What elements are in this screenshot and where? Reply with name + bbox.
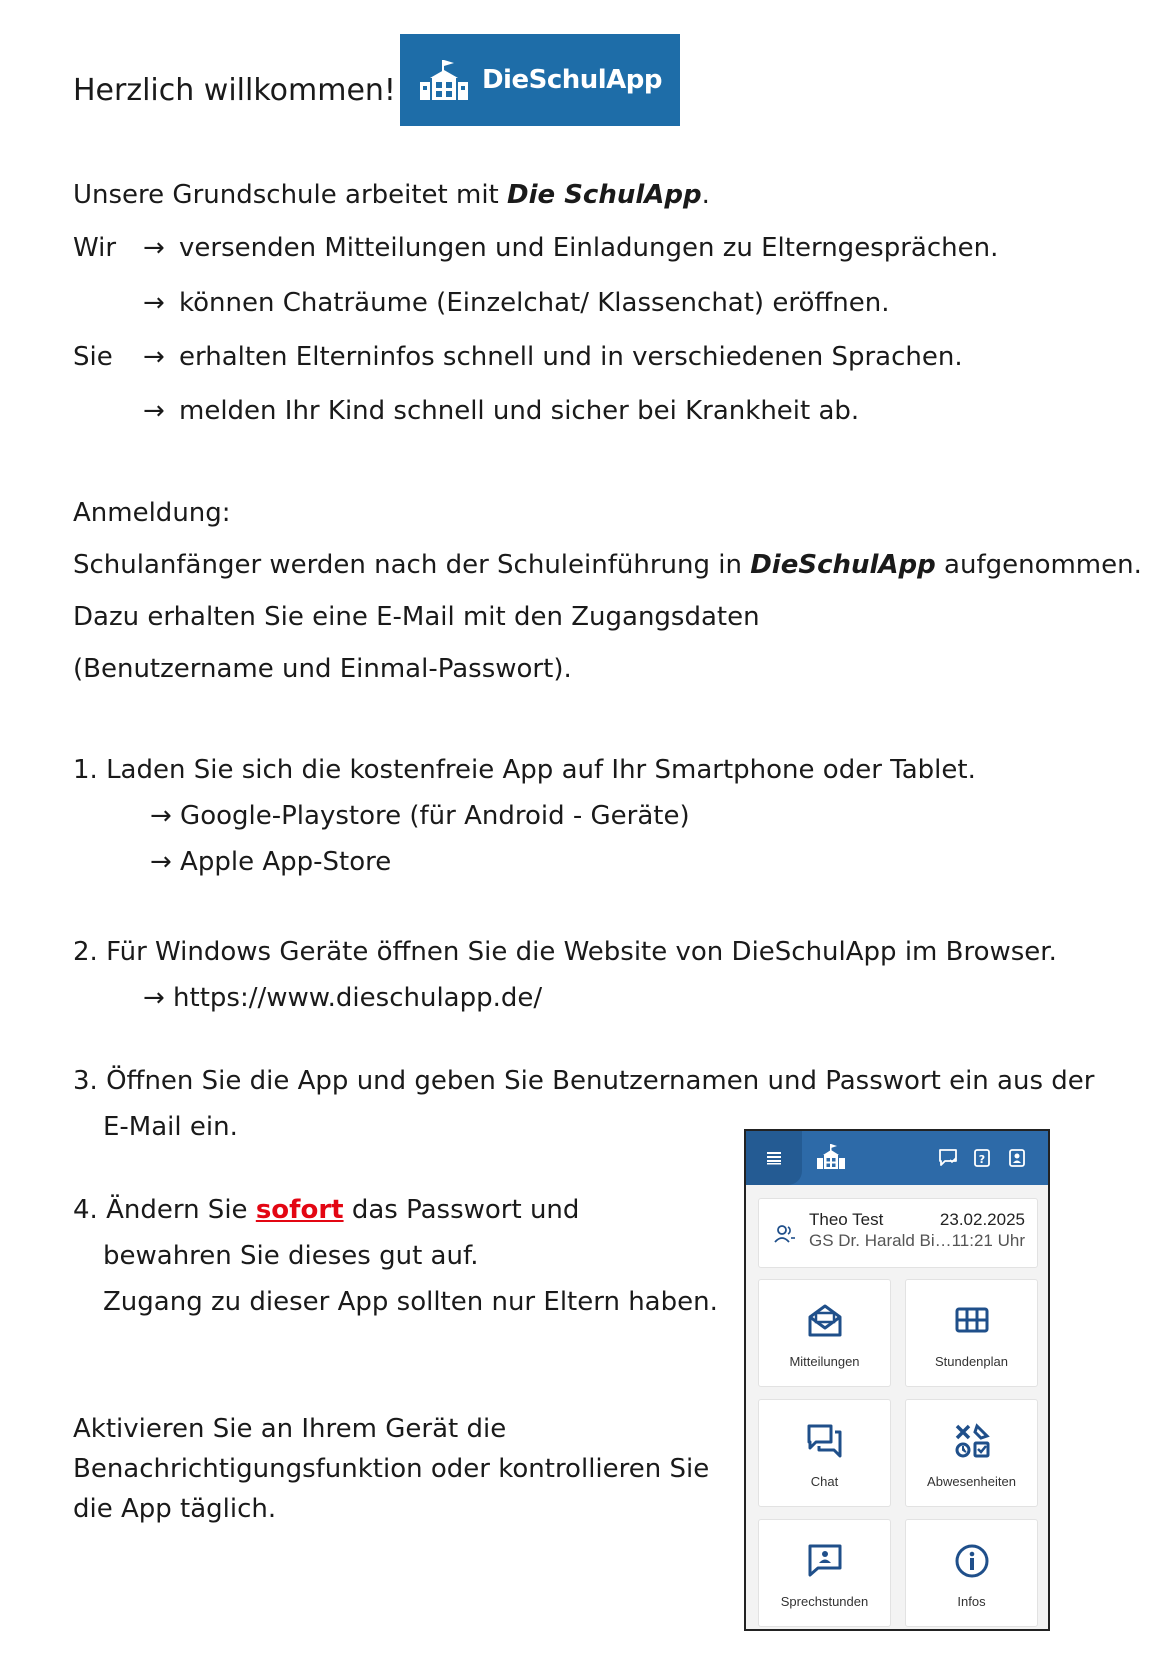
user-card[interactable] [758, 1198, 1038, 1268]
help-icon[interactable] [972, 1148, 992, 1168]
app-bar [746, 1131, 1048, 1185]
anmeldung-line-1: Schulanfänger werden nach der Schuleinführung in DieSchulApp aufgenommen. [73, 550, 1142, 580]
tile-label: Chat [810, 1474, 839, 1489]
step-3-line-1: 3. Öffnen Sie die App und geben Sie Benutzernamen und Passwort ein aus der [73, 1066, 1095, 1096]
absence-icon [953, 1422, 991, 1460]
chat-icon [806, 1422, 844, 1460]
closing-line-3: die App täglich. [73, 1494, 277, 1524]
closing-line-2: Benachrichtigungsfunktion oder kontrollieren Sie [73, 1454, 710, 1484]
tile-chat[interactable] [758, 1399, 891, 1507]
svg-text:?: ? [978, 1153, 986, 1166]
profile-icon[interactable] [1007, 1148, 1027, 1168]
anmeldung-heading: Anmeldung: [73, 498, 231, 528]
tile-label: Abwesenheiten [927, 1474, 1016, 1489]
school-name: GS Dr. Harald Bi… [809, 1231, 952, 1250]
tile-label: Stundenplan [934, 1354, 1008, 1369]
school-building-icon [418, 58, 470, 102]
arrow-icon: → [143, 342, 165, 372]
wir-item-2: können Chaträume (Einzelchat/ Klassenchat) eröffnen. [179, 288, 890, 318]
anmeldung-line-2: Dazu erhalten Sie eine E-Mail mit den Zugangsdaten [73, 602, 760, 632]
tile-label: Mitteilungen [789, 1354, 860, 1369]
consultation-icon [806, 1542, 844, 1580]
tile-label: Sprechstunden [780, 1594, 869, 1609]
app-screenshot [744, 1129, 1050, 1631]
step-3-line-2: E-Mail ein. [103, 1112, 238, 1142]
envelope-open-icon [806, 1302, 844, 1340]
sofort-emphasis: sofort [255, 1195, 344, 1225]
message-check-icon[interactable] [938, 1148, 958, 1168]
dieschulapp-logo [400, 34, 680, 126]
wir-item-1: versenden Mitteilungen und Einladungen zu Elterngesprächen. [179, 233, 999, 263]
tile-label: Infos [957, 1594, 986, 1609]
sie-item-1: erhalten Elterninfos schnell und in verschiedenen Sprachen. [179, 342, 963, 372]
step-1-playstore: → Google-Playstore (für Android - Geräte) [150, 801, 690, 831]
tile-sprechstunden[interactable] [758, 1519, 891, 1627]
arrow-icon: → [143, 288, 165, 318]
tile-abwesenheiten[interactable] [905, 1399, 1038, 1507]
grid-icon [953, 1302, 991, 1340]
tile-mitteilungen[interactable] [758, 1279, 891, 1387]
arrow-icon: → [143, 233, 165, 263]
wir-label: Wir [73, 233, 117, 263]
step-1: 1. Laden Sie sich die kostenfreie App auf Ihr Smartphone oder Tablet. [73, 755, 976, 785]
school-home-icon[interactable] [816, 1143, 846, 1171]
step-4-line-3: Zugang zu dieser App sollten nur Eltern haben. [103, 1287, 718, 1317]
closing-line-1: Aktivieren Sie an Ihrem Gerät die [73, 1414, 507, 1444]
tile-stundenplan[interactable] [905, 1279, 1038, 1387]
step-4-line-1: 4. Ändern Sie sofort das Passwort und [73, 1195, 580, 1225]
anmeldung-line-3: (Benutzername und Einmal-Passwort). [73, 654, 572, 684]
step-2: 2. Für Windows Geräte öffnen Sie die Website von DieSchulApp im Browser. [73, 937, 1057, 967]
arrow-icon: → [143, 396, 165, 426]
login-date: 23.02.2025 [939, 1210, 1025, 1229]
users-icon [773, 1223, 797, 1245]
info-icon [953, 1542, 991, 1580]
logo-text: DieSchulApp [481, 65, 663, 95]
user-name: Theo Test [809, 1210, 884, 1229]
login-time: 11:21 Uhr [951, 1231, 1025, 1250]
intro-line: Unsere Grundschule arbeitet mit Die SchulApp. [73, 180, 710, 210]
menu-icon [765, 1151, 783, 1165]
step-1-appstore: → Apple App-Store [150, 847, 392, 877]
tile-infos[interactable] [905, 1519, 1038, 1627]
menu-button[interactable] [746, 1131, 802, 1185]
sie-label: Sie [73, 342, 113, 372]
welcome-heading: Herzlich willkommen! [73, 73, 396, 108]
step-2-url[interactable]: → https://www.dieschulapp.de/ [143, 983, 543, 1013]
sie-item-2: melden Ihr Kind schnell und sicher bei Krankheit ab. [179, 396, 860, 426]
step-4-line-2: bewahren Sie dieses gut auf. [103, 1241, 479, 1271]
